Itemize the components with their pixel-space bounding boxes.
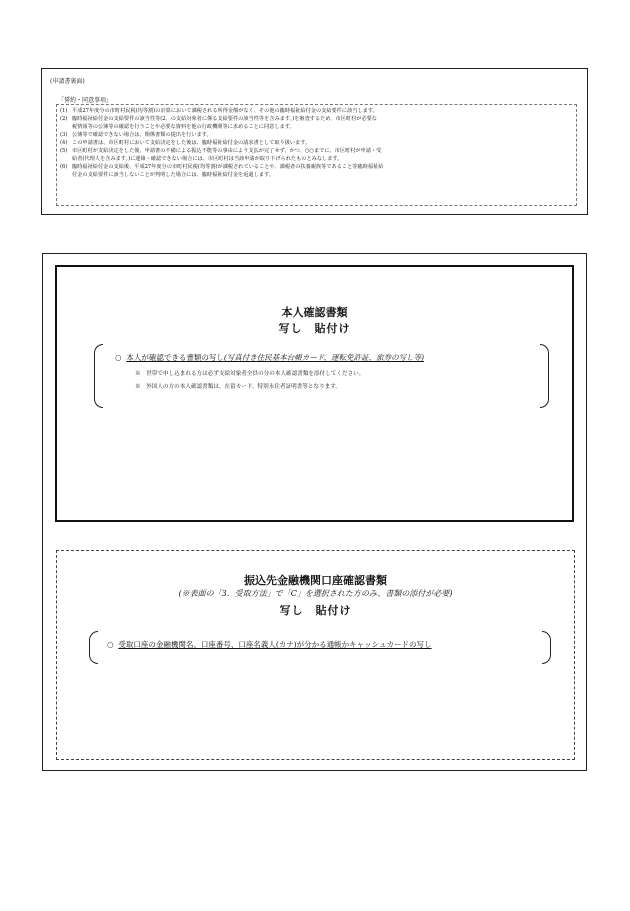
left-bracket	[89, 631, 98, 664]
pledge-item-text: 臨時福祉給付金の支給後、平成27年度分の市町村民税(均等割)が課税されていることや、課税者の扶養親族等であること等臨時福祉給	[72, 164, 384, 170]
pledge-item-text: 公簿等で確認できない場合は、関係書類の提出を行います。	[72, 132, 212, 138]
pledge-item-continuation	[60, 171, 573, 179]
pledge-item-number: (4)	[60, 140, 68, 146]
bullet-circle-icon: ○	[107, 640, 114, 649]
page-header-label: (申請書裏面)	[50, 78, 85, 85]
id-document-title: 本人確認書類	[281, 306, 348, 319]
id-document-note: ※ 世帯で申し込まれる方は必ず支給対象者全員の分の本人確認書類を添付してください。	[135, 371, 365, 377]
left-bracket	[94, 344, 103, 408]
pledge-item	[60, 139, 573, 147]
id-document-examples: (写真付き住民基本台帳カード、運転免許証、旅券の写し等)	[223, 353, 425, 362]
pledge-item-text: 臨時福祉給付金の支給要件の該当性等(2．の支給対象者に係る支給要件の該当性等を含みます。)を審査するため、市区町村が必要な	[72, 116, 377, 122]
pledge-item-text: 付金の支給要件に該当しないことが判明した場合には、臨時福祉給付金を返還します。	[72, 172, 274, 178]
pledge-item-number: (2)	[60, 116, 68, 122]
bank-document-subtitle: 写し 貼付け	[279, 604, 352, 617]
pledge-item-continuation	[60, 123, 573, 131]
pledge-item-text: 税情報等の公簿等の確認を行うことや必要な資料を他の行政機関等に求めることに同意します。	[72, 124, 295, 130]
pledge-item	[60, 147, 573, 155]
pledge-item	[60, 131, 573, 139]
right-bracket	[540, 344, 549, 408]
bullet-circle-icon: ○	[115, 353, 122, 362]
id-document-requirement: 本人が確認できる書類の写し	[126, 353, 224, 362]
id-document-description	[115, 352, 424, 363]
right-bracket	[542, 631, 551, 664]
pledge-item-number: (1)	[60, 108, 68, 114]
pledge-title: 「誓約・同意事項」	[58, 97, 113, 104]
pledge-item	[60, 115, 573, 123]
pledge-item-text: この申請書は、市区町村において支給決定をした後は、臨時福祉給付金の請求書として取り扱います。	[72, 140, 311, 146]
pledge-item-number: (5)	[60, 148, 68, 154]
bank-document-note: (※表面の「3．受取方法」で「C」を選択された方のみ、書類の添付が必要)	[178, 589, 453, 598]
pledge-item-text: 平成27年度分の市町村民税(均等割)の計算において課税される所得金額がなく、その他の臨時福祉給付金の支給要件に該当します。	[72, 108, 378, 114]
bank-document-title: 振込先金融機関口座確認書類	[244, 574, 387, 587]
pledge-item-text: 市区町村が支給決定をした後、申請書の不備による振込不能等の事由により支払が完了せず、かつ、○○までに、市区町村が申請・受	[72, 148, 382, 154]
bank-document-requirement: 受取口座の金融機関名、口座番号、口座名義人(カナ)が分かる通帳かキャッシュカードの写し	[118, 640, 432, 649]
pledge-list	[56, 104, 577, 206]
pledge-item	[60, 107, 573, 115]
pledge-item-number: (6)	[60, 164, 68, 170]
id-document-note: ※ 外国人の方の本人確認書類は、在留カード、特別永住者証明書等となります。	[135, 384, 342, 390]
pledge-item-number: (3)	[60, 132, 68, 138]
pledge-item	[60, 163, 573, 171]
pledge-item-text: 給者(代理人を含みます。)に連絡・確認できない場合には、市区町村は当該申請が取り下げられたものとみなします。	[72, 156, 343, 162]
pledge-item-continuation	[60, 155, 573, 163]
id-document-subtitle: 写し 貼付け	[278, 322, 351, 335]
bank-document-description	[107, 639, 432, 650]
